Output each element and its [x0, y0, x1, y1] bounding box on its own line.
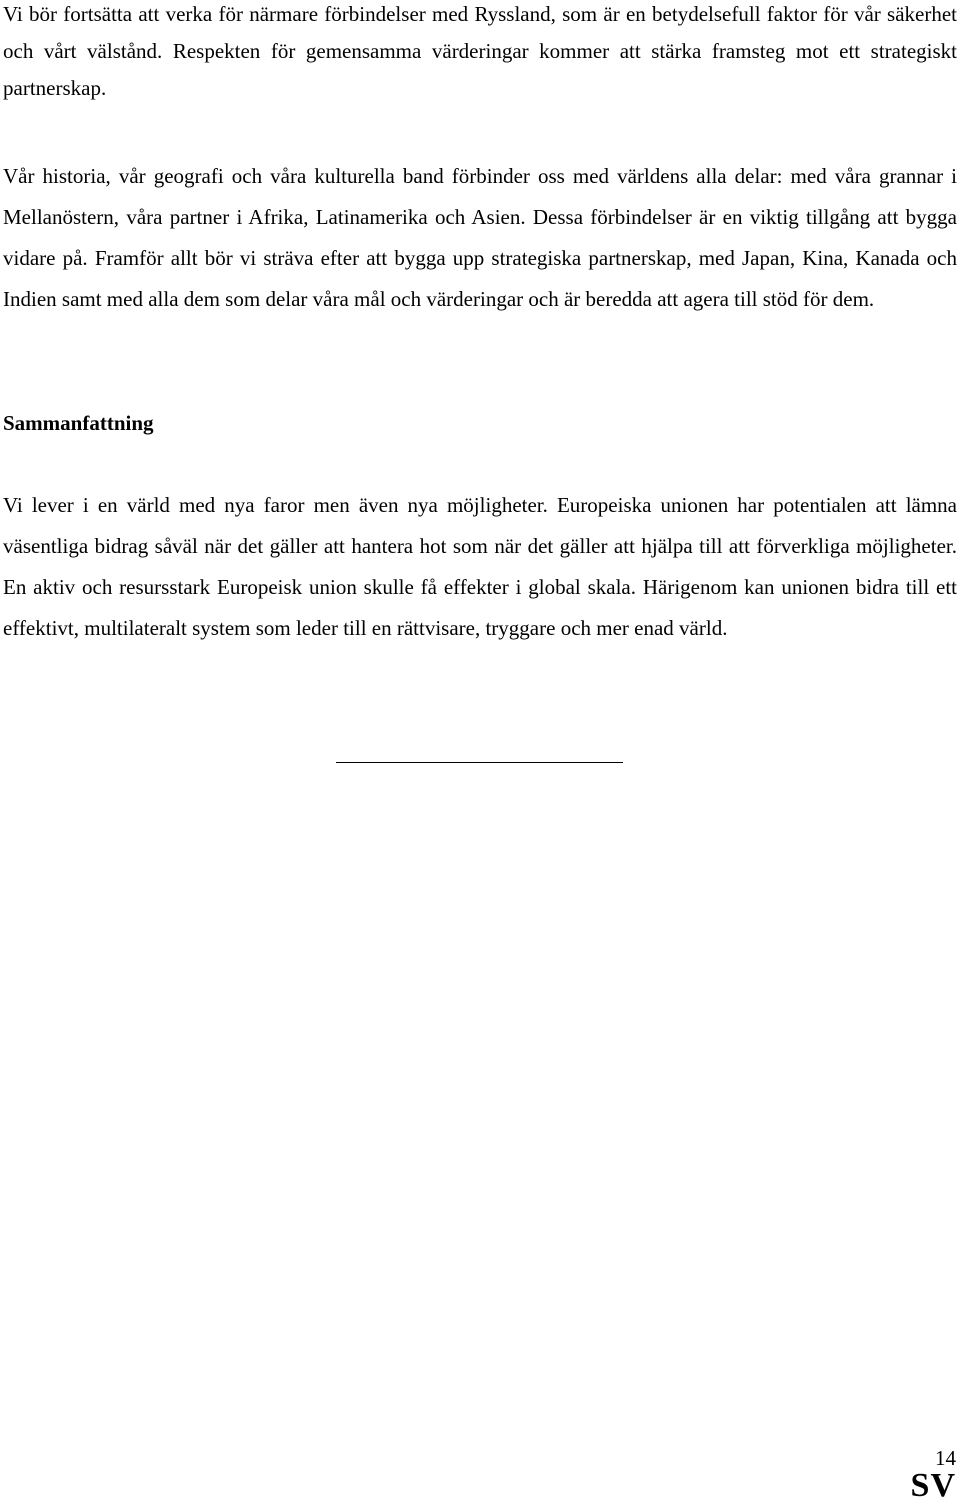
paragraph-summary: Vi lever i en värld med nya faror men även nya möjligheter. Europeiska unionen har potentialen att lämna väsentliga bidrag såväl när det gäller att hantera hot som när det gäller att hjälpa till att förverkliga möjligheter. En aktiv och resursstark Europeisk union skulle få effekter i global skala. Härigenom kan unionen bidra till ett effektivt, multilateralt system som leder till en rättvisare, tryggare och mer enad värld. [3, 493, 957, 640]
closing-divider [336, 762, 623, 763]
language-code: SV [910, 1467, 956, 1504]
section-heading: Sammanfattning [3, 411, 154, 435]
paragraph-history-geography: Vår historia, vår geografi och våra kulturella band förbinder oss med världens alla delar: med våra grannar i Mellanöstern, våra partner i Afrika, Latinamerika och Asien. Dessa förbindelser är en viktig tillgång att bygga vidare på. Framför allt bör vi sträva efter att bygga upp strategiska partnerskap, med Japan, Kina, Kanada och Indien samt med alla dem som delar våra mål och värderingar och är beredda att agera till stöd för dem. [3, 164, 957, 311]
paragraph-russia: Vi bör fortsätta att verka för närmare förbindelser med Ryssland, som är en betydelsefull faktor för vår säkerhet och vårt välstånd. Respekten för gemensamma värderingar kommer att stärka framsteg mot ett strategiskt partnerskap. [3, 2, 957, 100]
page-number: 14 [935, 1446, 956, 1470]
